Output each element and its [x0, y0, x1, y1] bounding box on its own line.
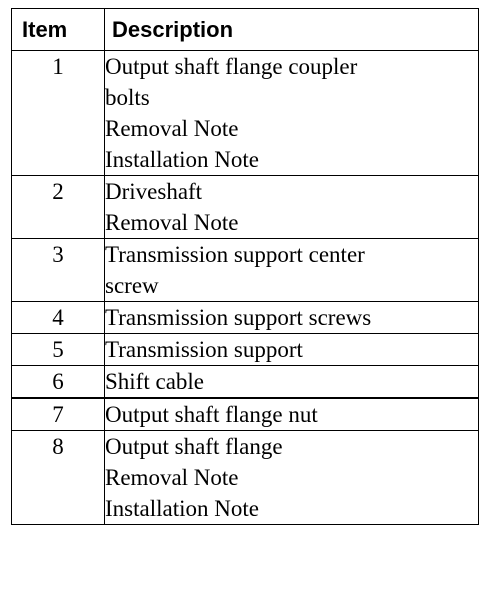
- installation-note-link[interactable]: Installation Note: [105, 147, 259, 172]
- table-row: [12, 431, 479, 525]
- item-description: [105, 239, 479, 302]
- table-row: [12, 398, 479, 431]
- item-description: [105, 431, 479, 525]
- installation-note-link[interactable]: Installation Note: [105, 496, 259, 521]
- table-row: [12, 239, 479, 302]
- item-number: 3: [12, 239, 105, 302]
- removal-note-link[interactable]: Removal Note: [105, 465, 239, 490]
- item-description: [105, 302, 479, 334]
- item-number: 4: [12, 302, 105, 334]
- item-number: 6: [12, 366, 105, 399]
- item-number: 1: [12, 51, 105, 176]
- description-line: Driveshaft: [105, 179, 203, 204]
- table-row: [12, 176, 479, 239]
- item-description: [105, 366, 479, 399]
- removal-note-link[interactable]: Removal Note: [105, 116, 239, 141]
- removal-note-link[interactable]: Removal Note: [105, 210, 239, 235]
- description-line: Shift cable: [105, 369, 204, 394]
- table-row: [12, 366, 479, 399]
- item-description: [105, 51, 479, 176]
- description-line: Output shaft flange nut: [105, 402, 318, 427]
- item-number: 2: [12, 176, 105, 239]
- item-description: [105, 176, 479, 239]
- description-line: Transmission support center: [105, 242, 365, 267]
- description-line: Transmission support screws: [105, 305, 372, 330]
- table-row: [12, 334, 479, 366]
- item-description: [105, 398, 479, 431]
- item-column-header: Item: [12, 9, 105, 51]
- description-line: Transmission support: [105, 337, 303, 362]
- table-row: [12, 51, 479, 176]
- table-header-row: [12, 9, 479, 51]
- description-line: screw: [105, 273, 159, 298]
- item-number: 7: [12, 398, 105, 431]
- parts-table-container: [3, 3, 492, 607]
- item-description: [105, 334, 479, 366]
- parts-table: [11, 8, 479, 525]
- item-number: 5: [12, 334, 105, 366]
- table-row: [12, 302, 479, 334]
- description-line: bolts: [105, 85, 150, 110]
- description-line: Output shaft flange: [105, 434, 283, 459]
- description-column-header: Description: [105, 9, 479, 51]
- item-number: 8: [12, 431, 105, 525]
- description-line: Output shaft flange coupler: [105, 54, 358, 79]
